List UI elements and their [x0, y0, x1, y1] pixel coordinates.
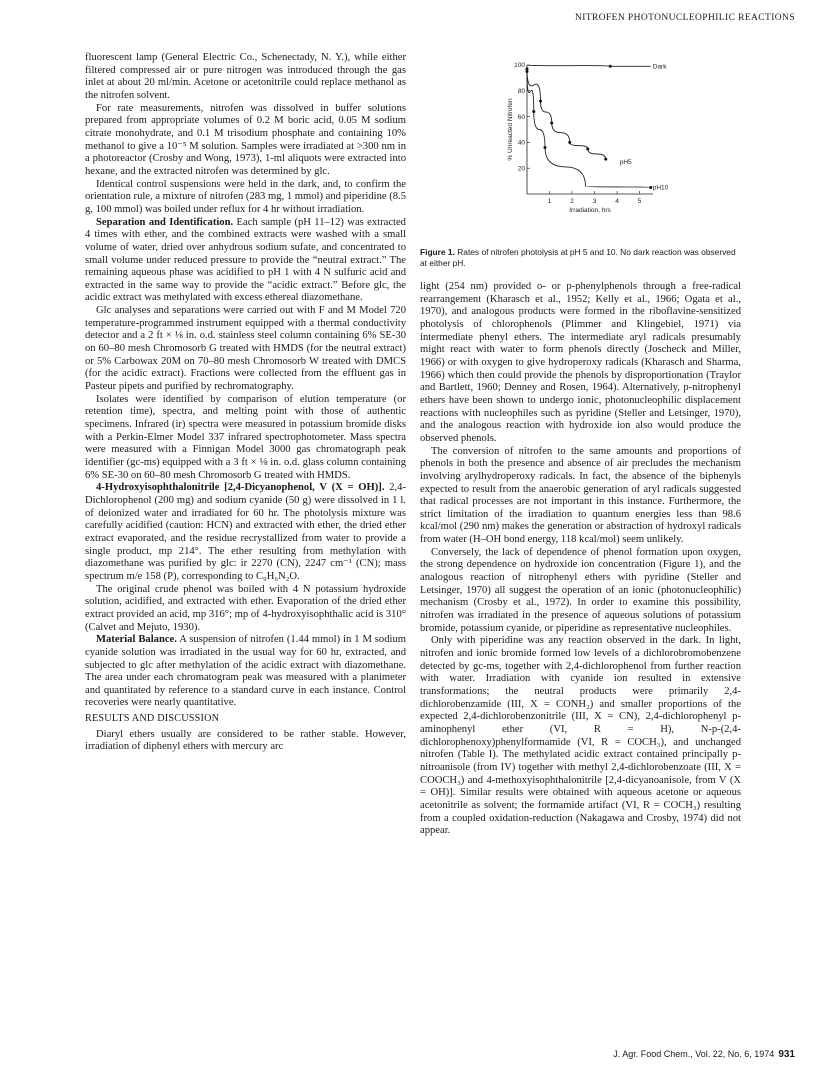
paragraph: For rate measurements, nitrofen was dissolved in buffer solutions prepared from appropriate volumes of 0.2 M boric acid, 0.05 M sodium citrate monohydrate, and 0.1 M trisodium phosphate and containing 10% methanol to give a 10⁻⁵ M solution. Samples were irradiated at >300 nm in a photoreactor (Crosby and Wong, 1973), 1-ml aliquots were extracted into hexane, and the extracted nitrofen was determined by glc.: [85, 102, 406, 177]
series-label-dark: Dark: [652, 63, 667, 71]
series-line-ph10: [527, 71, 651, 187]
y-axis-title: % Unreacted Nitrofen: [507, 98, 514, 161]
paragraph: Identical control suspensions were held in the dark, and, to confirm the orientation rule, a mixture of nitrofen (283 mg, 1 mmol) and piperidine (8.5 g, 100 mmol) was boiled under reflux for 4 hr without irradiation.: [85, 178, 406, 215]
page-number: 931: [778, 1049, 795, 1060]
page-footer: [613, 1049, 795, 1060]
paragraph: [85, 482, 406, 583]
paragraph: Diaryl ethers usually are considered to be rather stable. However, irradiation of diphenyl ethers with mercury arc: [85, 728, 406, 753]
y-tick-label: 20: [517, 165, 525, 173]
paragraph: fluorescent lamp (General Electric Co., Schenectady, N. Y.), while either filtered compressed air or pure nitrogen was introduced through the gas inlet at about 20 ml/min. Acetone or acetonitrile could replace methanol as the nitrofen solvent.: [85, 52, 406, 101]
run-in-heading: Separation and Identification.: [96, 216, 234, 228]
paragraph: Conversely, the lack of dependence of phenol formation upon oxygen, the strong dependence on hydroxide ion concentration (Figure 1), and the analogous reaction of nitrophenyl ethers with pyridine (Steller and Letsinger, 1970) all suggest the operation of an ionic (photonucleophilic) mechanism (Crosby et al., 1972). In order to examine this possibility, nitrofen was irradiated in the presence of aqueous solutions of potassium bromide, potassium cyanide, or piperidine as representative nucleophiles.: [420, 546, 741, 634]
section-heading: RESULTS AND DISCUSSION: [85, 713, 220, 725]
right-column: [420, 281, 741, 838]
data-point-ph5: [568, 141, 571, 144]
y-tick-label: 60: [517, 113, 525, 121]
paragraph: The conversion of nitrofen to the same amounts and proportions of phenols in both the presence and absence of air precludes the mechanism involving arylhydroperoxy radicals. In fact, the absence of the biphenyls expected to result from the anaerobic generation of aryl radicals suggested that radical processes are not important in this instance. Furthermore, the strict limitation of the irradiation to quantum energies less than 98.6 kcal/mol (290 nm) makes the generation or abstraction of hydroxyl radicals from water (H–OH bond energy, 118 kcal/mol) seem unlikely.: [420, 445, 741, 546]
data-point-ph5: [526, 67, 529, 70]
figure-caption: [420, 247, 741, 268]
y-tick-label: 40: [517, 139, 525, 147]
x-tick-label: 3: [592, 198, 597, 205]
paragraph: Only with piperidine was any reaction observed in the dark. In light, nitrofen and ionic bromide formed low levels of a dichlorobromobenzene detected by gc-ms, together with 2,4-dichlorophenol from further reaction with water. Irradiation with cyanide ion resulted in extensive transformations; the neutral products were primarily 2,4-dichlorobenzamide (III, X = CONH₂) and smaller proportions of the expected 2,4-dichlorobenzonitrile (III, X = CN), 2,4-dichlorophenyl p-aminophenyl ether (VI, R = H), N-p-(2,4-dichlorophenoxy)phenylformamide (VI, R = COCH₃), and unchanged nitrofen (Table I). The methylated acidic extract contained principally p-nitroanisole (from IV) together with methyl 2,4-dichlorobenzoate (III, X = COOCH₃) and 4-methoxyisophthalonitrile [2,4-dicyanoanisole, from V (X = OH)]. Similar results were obtained with aqueous acetone or aqueous acetonitrile as solvent; the formamide artifact (VI, R = COCH₃) resulting from a coupled oxidation-reduction (Nakagawa and Crosby, 1974) did not appear.: [420, 635, 741, 837]
paragraph: light (254 nm) provided o- or p-phenylphenols through a free-radical rearrangement (Kharasch et al., 1952; Kelly et al., 1966; Ogata et al., 1970), and analogous products were formed in the riboflavine-sensitized photolysis of chlorophenols (Plimmer and Klingebiel, 1971) via intermediate phenyl ethers. The intermediate aryl radicals presumably might react with water to form phenols directly (Joscheck and Miller, 1966) or with oxygen to give hydroperoxy radicals (Kharasch and Sharma, 1966) which then could provide the phenols by disproportionation (Traylor and Bartlett, 1960; Denney and Rosen, 1964). Alternatively, p-nitrophenyl ethers have been shown to undergo ionic, photonucleophilic displacement reactions with nucleophiles such as pyridine (Steller and Letsinger, 1970), and the analogous reaction with hydroxide ion also would produce the observed phenols.: [420, 281, 741, 444]
y-tick-label: 80: [517, 88, 525, 95]
paragraph: Isolates were identified by comparison of elution temperature (or retention time), spectra, and melting point with those of authentic specimens. Infrared (ir) spectra were measured in potassium bromide disks with a Perkin-Elmer Model 337 infrared spectrophotometer. Mass spectra were measured with a Finnigan Model 3000 gas chromatograph peak identifier (gc-ms) equipped with a 3 ft × ⅛ in. o.d. glass column containing 6% SE-30 on 60–80 mesh Chromosorb G treated with HMDS.: [85, 393, 406, 481]
paragraph-text: Each sample (pH 11–12) was extracted 4 times with ether, and the combined extracts were washed with a small volume of water, dried over anhydrous sodium sufate, and concentrated to small volume under reduced pressure to provide the “neutral extract.” The remaining aqueous phase was acidified to pH 1 with 4 N sulfuric acid and extracted in the same way to provide the “acidic extract.” Before glc, the acidic extract was methylated with excess ethereal diazomethane.: [85, 216, 406, 304]
x-tick-label: 2: [570, 198, 574, 205]
data-point-dark: [609, 65, 612, 68]
run-in-heading: 4-Hydroxyisophthalonitrile [2,4-Dicyanophenol, V (X = OH)].: [96, 482, 385, 494]
paragraph-text: A suspension of nitrofen (1.44 mmol) in 1 M sodium cyanide solution was irradiated in the usual way for 60 hr, extracted, and subjected to glc after methylation of the acidic extract with diazomethane. The area under each chromatogram peak was measured with a planimeter and quantitated by reference to a standard curve in each instance. Control recoveries were nearly quantitative.: [85, 634, 406, 709]
series-label-ph5: pH5: [619, 159, 632, 167]
data-point-ph5: [586, 147, 589, 150]
data-point-ph5: [539, 100, 542, 103]
paragraph: Glc analyses and separations were carried out with F and M Model 720 temperature-programmed instrument equipped with a thermal conductivity detector and a 2 ft × ⅛ in. o.d. stainless steel column containing 6% SE-30 on 60–80 mesh Chromosorb G treated with HMDS (for the neutral extract) or 5% Carbowax 20M on 70–80 mesh Chromosorb W treated with DMCS (for the acidic extract). Fractions were collected from the effluent gas in Pasteur pipets and purified by rechromatography.: [85, 305, 406, 393]
series-line-ph5: [527, 69, 606, 159]
rate-chart: [420, 52, 741, 247]
journal-citation: J. Agr. Food Chem., Vol. 22, No. 6, 1974: [613, 1049, 775, 1059]
data-point-ph10: [526, 70, 529, 73]
paragraph: [85, 217, 406, 306]
data-point-ph10: [532, 110, 535, 113]
figure-caption-text: Rates of nitrofen photolysis at pH 5 and 10. No dark reaction was observed at either pH.: [420, 247, 736, 268]
figure-1: [420, 52, 741, 274]
series-label-ph10: pH10: [652, 184, 669, 192]
figure-caption-label: Figure 1.: [420, 247, 455, 257]
left-column: [85, 52, 406, 754]
paragraph-text: 2,4-Dichlorophenol (200 mg) and sodium cyanide (50 g) were dissolved in 1 l. of deionized water and irradiated for 60 hr. The photolysis mixture was carefully acidified (caution: HCN) and extracted with ether, the dried ether extract evaporated, and the residue recrystallized from water to provide a single product, mp 214°. The ether resulting from methylation with diazomethane was purified by glc: ir 2270 (CN), 2247 cm⁻¹ (CN); mass spectrum m/e 158 (P), corresponding to C₉H₆N₂O.: [85, 482, 407, 582]
data-point-ph5: [550, 122, 553, 125]
y-tick-label: 100: [514, 62, 525, 70]
series-line-dark: [527, 65, 651, 66]
data-point-ph5: [604, 158, 607, 161]
x-tick-label: 1: [547, 198, 552, 205]
paragraph: The original crude phenol was boiled with 4 N potassium hydroxide solution, acidified, and extracted with ether. Evaporation of the dried ether extract provided an acid, mp 316°; mp of 4-hydroxyisophthalic acid is 310° (Calvet and Mejuto, 1930).: [85, 583, 406, 633]
data-point-ph10: [544, 146, 547, 149]
x-axis-title: Irradiation, hrs: [569, 207, 611, 214]
running-head: NITROFEN PHOTONUCLEOPHILIC REACTIONS: [574, 13, 795, 23]
run-in-heading: Material Balance.: [96, 634, 177, 646]
x-tick-label: 4: [615, 198, 619, 205]
paragraph: [85, 634, 406, 710]
x-tick-label: 5: [637, 198, 642, 205]
